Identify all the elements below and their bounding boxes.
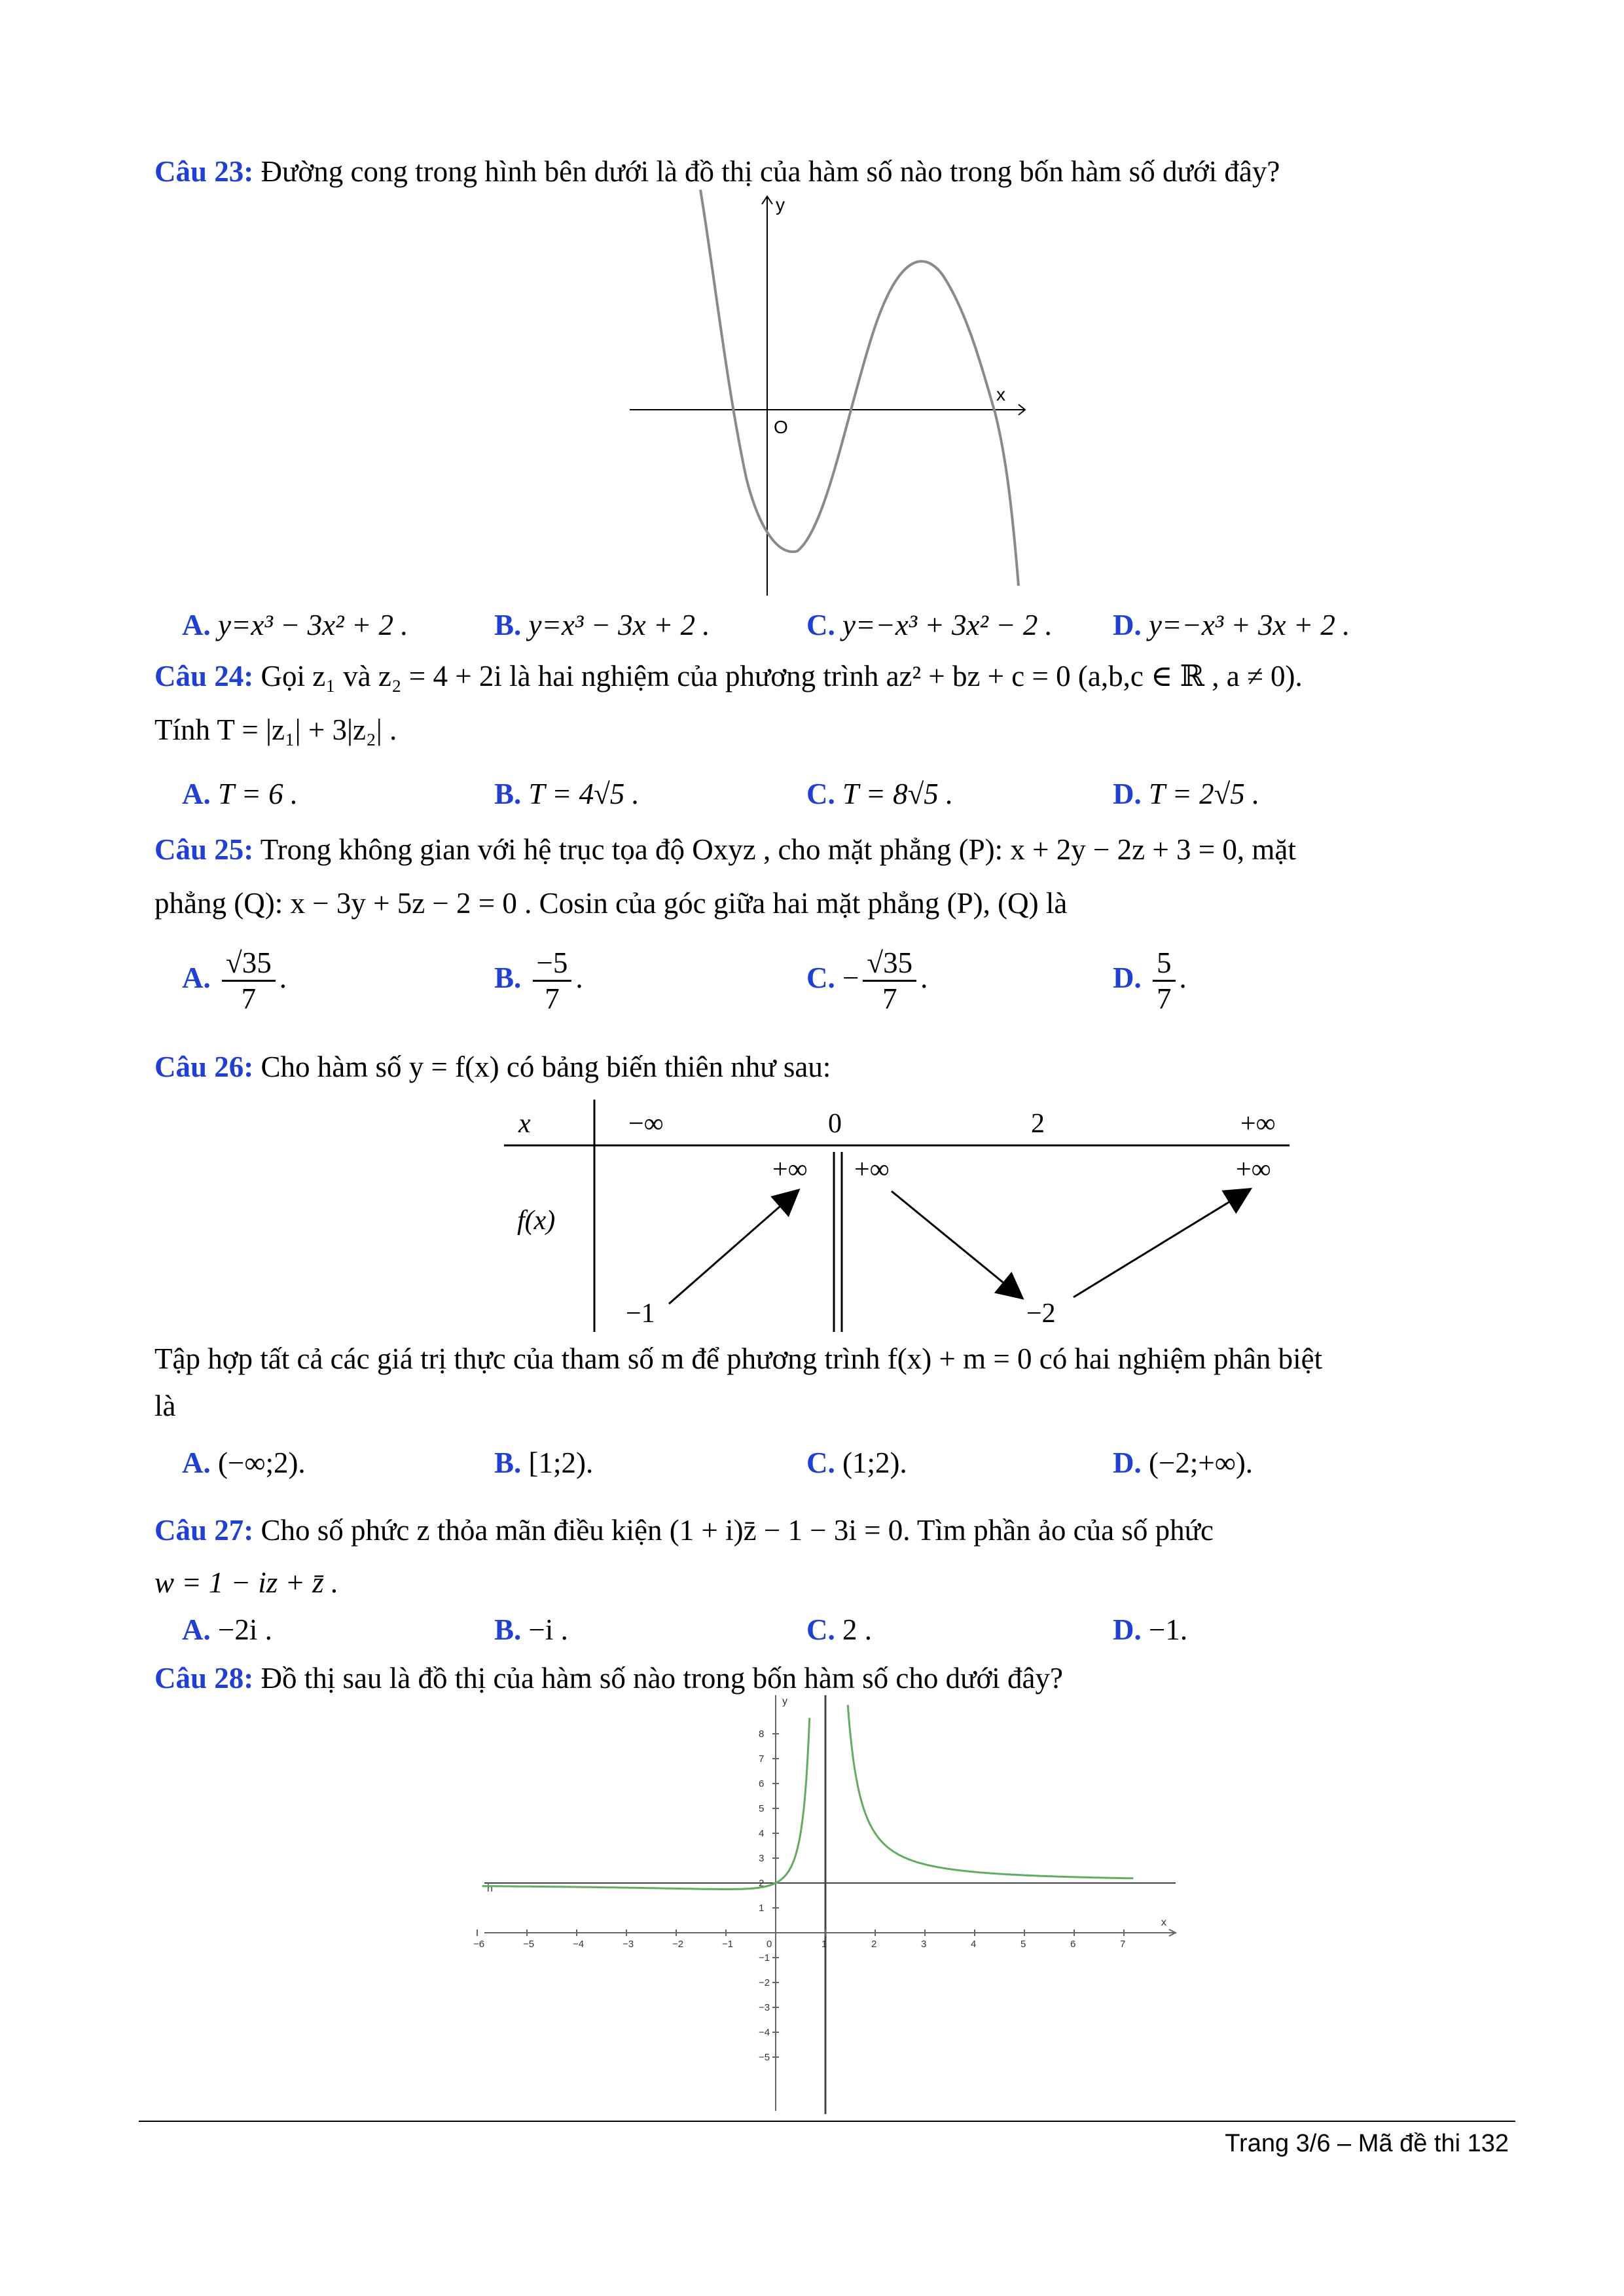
- q26-option-a-text: (−∞;2).: [218, 1446, 306, 1479]
- q23-cubic-graph: [628, 190, 1034, 596]
- q24-option-b-letter: B.: [494, 778, 522, 810]
- q28-y-tick-label: 7: [759, 1753, 765, 1765]
- q25-option-c-letter: C.: [806, 961, 835, 994]
- q26-option-d-text: (−2;+∞).: [1149, 1446, 1254, 1479]
- q25-option-b[interactable]: [494, 946, 583, 1016]
- q25-option-b-num: −5: [533, 946, 572, 982]
- q25-option-a-den: 7: [241, 982, 257, 1015]
- q28-x-tick-label: 3: [921, 1939, 927, 1950]
- q25-option-a-num: √35: [222, 946, 276, 982]
- q28-y-tick-label: 2: [759, 1878, 765, 1889]
- q28-x-tick-label: 4: [971, 1939, 977, 1950]
- q27-option-c[interactable]: [806, 1610, 872, 1649]
- q27-option-d-letter: D.: [1113, 1613, 1142, 1646]
- q23-option-a-text: y=x³ − 3x² + 2 .: [218, 609, 408, 641]
- q28-x-tick-label: −6: [473, 1939, 485, 1950]
- q26-option-c-letter: C.: [806, 1446, 835, 1479]
- q25-option-d-letter: D.: [1113, 961, 1142, 994]
- q28-y-tick-label: 3: [759, 1853, 765, 1864]
- q28-graph: [473, 1695, 1185, 2114]
- q24-option-c-letter: C.: [806, 778, 835, 810]
- q27-text2: w = 1 − iz + z̄ .: [154, 1566, 339, 1599]
- q28-y-label: y: [782, 1696, 787, 1707]
- q26-text3: là: [154, 1390, 176, 1422]
- q25-option-c-num: √35: [863, 946, 916, 982]
- q24-option-c-text: T = 8√5 .: [842, 778, 954, 810]
- page-footer: Trang 3/6 – Mã đề thi 132: [1225, 2130, 1509, 2157]
- q27-option-b[interactable]: [494, 1610, 568, 1649]
- q26-x-val-1: 0: [828, 1109, 842, 1139]
- q24-option-d-letter: D.: [1113, 778, 1142, 810]
- q26-arrow-up-2: [1074, 1190, 1249, 1297]
- q27-question: [154, 1511, 1509, 1550]
- q28-question: [154, 1659, 1509, 1698]
- q24-option-a-text: T = 6 .: [218, 778, 298, 810]
- q26-question-line2: [154, 1339, 1509, 1378]
- q25-option-d-suffix: .: [1179, 961, 1187, 994]
- q27-option-c-text: 2 .: [842, 1613, 872, 1646]
- q26-text2: Tập hợp tất cả các giá trị thực của tham số m để phương trình f(x) + m = 0 có hai nghiệm phân biệt: [154, 1342, 1323, 1375]
- q25-question-line2: [154, 884, 1509, 923]
- q26-option-d[interactable]: [1113, 1443, 1253, 1482]
- q25-option-c-fraction: [863, 946, 916, 1016]
- q28-y-tick-label: −3: [759, 2002, 770, 2013]
- q28-x-tick-label: 7: [1120, 1939, 1126, 1950]
- q23-option-c[interactable]: [806, 605, 1053, 645]
- q23-x-label: x: [996, 384, 1005, 404]
- q27-option-a-text: −2i .: [218, 1613, 272, 1646]
- q25-option-c-den: 7: [882, 982, 897, 1015]
- q25-option-d-den: 7: [1157, 982, 1172, 1015]
- q24-option-d[interactable]: [1113, 774, 1259, 814]
- q24-option-a[interactable]: [182, 774, 298, 814]
- q28-y-tick-label: −1: [759, 1952, 770, 1964]
- q23-text: Đường cong trong hình bên dưới là đồ thị của hàm số nào trong bốn hàm số dưới đây?: [261, 155, 1280, 188]
- q27-text: Cho số phức z thỏa mãn điều kiện (1 + i)z̄ − 1 − 3i = 0. Tìm phần ảo của số phức: [261, 1514, 1214, 1547]
- q23-option-a[interactable]: [182, 605, 408, 645]
- q27-option-a[interactable]: [182, 1610, 272, 1649]
- q25-option-d-fraction: [1153, 946, 1176, 1016]
- q27-label: Câu 27:: [154, 1514, 254, 1547]
- q25-option-c[interactable]: [806, 946, 928, 1016]
- q25-text: Trong không gian với hệ trục tọa độ Oxyz , cho mặt phẳng (P): x + 2y − 2z + 3 = 0, mặt: [260, 833, 1296, 866]
- q24-text2: Tính T = |z₁| + 3|z₂| .: [154, 713, 397, 746]
- q28-y-tick-label: 1: [759, 1903, 765, 1914]
- q26-option-c[interactable]: [806, 1443, 907, 1482]
- q24-option-b-text: T = 4√5 .: [528, 778, 640, 810]
- q28-x-tick-label: −4: [573, 1939, 585, 1950]
- q23-origin-label: O: [774, 417, 788, 437]
- q25-option-d-num: 5: [1153, 946, 1176, 982]
- q28-y-tick-label: −5: [759, 2052, 770, 2063]
- q26-variation-table: [497, 1093, 1296, 1335]
- q26-x-val-3: +∞: [1240, 1109, 1276, 1139]
- q23-option-d-letter: D.: [1113, 609, 1142, 641]
- q26-top-val-2: +∞: [1236, 1155, 1271, 1185]
- q23-option-a-letter: A.: [182, 609, 211, 641]
- q28-text: Đồ thị sau là đồ thị của hàm số nào trong bốn hàm số cho dưới đây?: [261, 1662, 1063, 1695]
- q28-h-label: h: [487, 1883, 493, 1894]
- q24-label: Câu 24:: [154, 660, 254, 692]
- q25-option-b-fraction: [533, 946, 572, 1016]
- q25-option-a[interactable]: [182, 946, 287, 1016]
- q25-text2: phẳng (Q): x − 3y + 5z − 2 = 0 . Cosin của góc giữa hai mặt phẳng (P), (Q) là: [154, 887, 1068, 920]
- q24-text: Gọi z₁ và z₂ = 4 + 2i là hai nghiệm của phương trình az² + bz + c = 0 (a,b,c ∈ ℝ , a ≠ 0).: [261, 660, 1303, 692]
- q23-option-d[interactable]: [1113, 605, 1350, 645]
- q26-x-val-0: −∞: [628, 1109, 664, 1139]
- q26-x-label: x: [518, 1109, 531, 1139]
- q25-option-d[interactable]: [1113, 946, 1187, 1016]
- q25-label: Câu 25:: [154, 833, 254, 866]
- q25-option-b-suffix: .: [575, 961, 583, 994]
- q23-option-c-text: y=−x³ + 3x² − 2 .: [842, 609, 1053, 641]
- q28-x-tick-label: −2: [672, 1939, 684, 1950]
- q23-y-label: y: [776, 194, 785, 215]
- q23-question: [154, 152, 1509, 191]
- q25-question: [154, 830, 1509, 869]
- q23-option-b-text: y=x³ − 3x + 2 .: [528, 609, 710, 641]
- q28-y-tick-label: −4: [759, 2027, 770, 2038]
- q25-option-b-letter: B.: [494, 961, 522, 994]
- q28-x-tick-label: 6: [1070, 1939, 1076, 1950]
- q25-option-a-suffix: .: [279, 961, 287, 994]
- q26-text: Cho hàm số y = f(x) có bảng biến thiên như sau:: [261, 1050, 831, 1083]
- q26-option-b-letter: B.: [494, 1446, 522, 1479]
- q26-arrow-down: [892, 1191, 1021, 1297]
- q28-y-tick-label: 8: [759, 1729, 765, 1740]
- q23-option-c-letter: C.: [806, 609, 835, 641]
- q26-option-a-letter: A.: [182, 1446, 211, 1479]
- q28-y-tick-label: 5: [759, 1803, 765, 1814]
- q23-option-b-letter: B.: [494, 609, 522, 641]
- q28-x-tick-label: 0: [767, 1939, 772, 1950]
- q27-option-d[interactable]: [1113, 1610, 1187, 1649]
- q25-option-a-fraction: [222, 946, 276, 1016]
- q25-option-c-suffix: .: [920, 961, 928, 994]
- q24-option-a-letter: A.: [182, 778, 211, 810]
- q28-x-tick-label: −1: [722, 1939, 734, 1950]
- q24-question-line2: [154, 710, 1509, 749]
- q28-ticks: [473, 1729, 1125, 2063]
- q28-label: Câu 28:: [154, 1662, 254, 1695]
- q25-option-a-letter: A.: [182, 961, 211, 994]
- q28-x-tick-label: −5: [523, 1939, 535, 1950]
- q24-option-d-text: T = 2√5 .: [1149, 778, 1260, 810]
- q24-option-c[interactable]: [806, 774, 953, 814]
- q25-option-c-prefix: −: [842, 961, 859, 994]
- q23-label: Câu 23:: [154, 155, 254, 188]
- q28-x-label: x: [1161, 1917, 1166, 1928]
- q26-x-val-2: 2: [1031, 1109, 1045, 1139]
- q28-x-tick-label: 1: [821, 1939, 827, 1950]
- q26-label: Câu 26:: [154, 1050, 254, 1083]
- q26-option-a[interactable]: [182, 1443, 306, 1482]
- q27-option-a-letter: A.: [182, 1613, 211, 1646]
- q28-x-tick-label: 5: [1020, 1939, 1026, 1950]
- q28-y-tick-label: 6: [759, 1778, 765, 1789]
- q27-option-b-letter: B.: [494, 1613, 522, 1646]
- q28-curve-right-branch: [848, 1705, 1133, 1878]
- q24-question: [154, 656, 1509, 696]
- q26-question-line3: [154, 1386, 1509, 1426]
- q26-question: [154, 1047, 1509, 1086]
- q26-top-val-0: +∞: [772, 1155, 808, 1185]
- q26-option-c-text: (1;2).: [842, 1446, 907, 1479]
- q23-curve: [700, 190, 1019, 586]
- q28-y-tick-label: 4: [759, 1828, 765, 1839]
- q26-fx-label: f(x): [517, 1206, 556, 1236]
- q28-y-tick-label: −2: [759, 1977, 770, 1988]
- q27-option-b-text: −i .: [528, 1613, 568, 1646]
- q27-question-line2: [154, 1563, 1509, 1602]
- q26-bottom-val-0: −1: [626, 1299, 655, 1329]
- q26-option-b-text: [1;2).: [528, 1446, 594, 1479]
- q27-option-c-letter: C.: [806, 1613, 835, 1646]
- q26-bottom-val-1: −2: [1026, 1299, 1056, 1329]
- q23-option-b[interactable]: [494, 605, 710, 645]
- q26-option-d-letter: D.: [1113, 1446, 1142, 1479]
- q26-option-b[interactable]: [494, 1443, 593, 1482]
- q26-arrow-up-1: [669, 1191, 797, 1304]
- q23-option-d-text: y=−x³ + 3x + 2 .: [1149, 609, 1350, 641]
- q28-x-tick-label: −3: [623, 1939, 634, 1950]
- q25-option-b-den: 7: [545, 982, 560, 1015]
- q27-option-d-text: −1.: [1149, 1613, 1188, 1646]
- footer-rule: [139, 2121, 1515, 2122]
- q26-top-val-1: +∞: [854, 1155, 890, 1185]
- q28-x-tick-label: 2: [871, 1939, 877, 1950]
- q24-option-b[interactable]: [494, 774, 640, 814]
